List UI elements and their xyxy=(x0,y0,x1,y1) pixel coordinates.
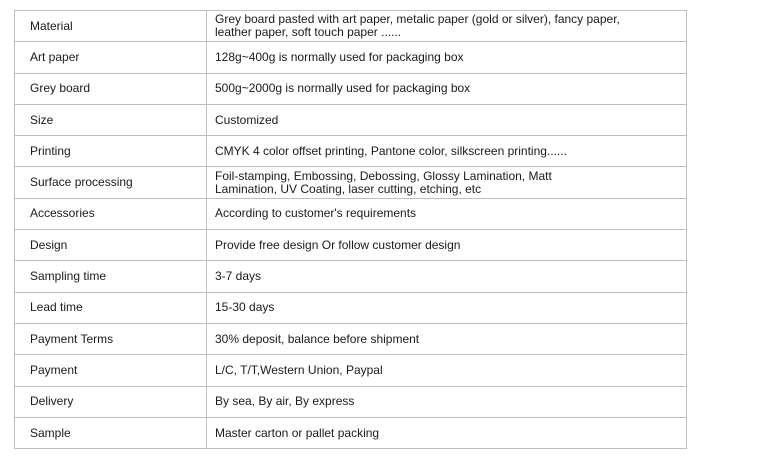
table-row xyxy=(15,261,687,292)
table-row xyxy=(15,323,687,354)
table-row xyxy=(15,355,687,386)
row-label: Lead time xyxy=(15,292,207,323)
row-label: Sample xyxy=(15,417,207,448)
table-row xyxy=(15,73,687,104)
row-value: 128g~400g is normally used for packaging box xyxy=(207,42,687,73)
row-value: CMYK 4 color offset printing, Pantone color, silkscreen printing...... xyxy=(207,136,687,167)
row-label: Size xyxy=(15,104,207,135)
row-value: L/C, T/T,Western Union, Paypal xyxy=(207,355,687,386)
table-row xyxy=(15,292,687,323)
row-label: Material xyxy=(15,11,207,42)
product-spec-table xyxy=(14,10,687,449)
row-value: 15-30 days xyxy=(207,292,687,323)
row-value: 30% deposit, balance before shipment xyxy=(207,323,687,354)
row-label: Delivery xyxy=(15,386,207,417)
table-row xyxy=(15,167,687,198)
row-label: Art paper xyxy=(15,42,207,73)
table-row xyxy=(15,104,687,135)
row-value: Foil-stamping, Embossing, Debossing, Glossy Lamination, Matt Lamination, UV Coating, laser cutting, etching, etc xyxy=(207,167,687,198)
table-row xyxy=(15,230,687,261)
row-label: Sampling time xyxy=(15,261,207,292)
table-row xyxy=(15,198,687,229)
row-value: Master carton or pallet packing xyxy=(207,417,687,448)
table-row xyxy=(15,417,687,448)
row-label: Surface processing xyxy=(15,167,207,198)
row-label: Printing xyxy=(15,136,207,167)
row-label: Accessories xyxy=(15,198,207,229)
row-label: Payment xyxy=(15,355,207,386)
row-value: Grey board pasted with art paper, metalic paper (gold or silver), fancy paper, leather paper, soft touch paper ...... xyxy=(207,11,687,42)
row-value: 500g~2000g is normally used for packaging box xyxy=(207,73,687,104)
table-row xyxy=(15,386,687,417)
row-label: Design xyxy=(15,230,207,261)
table-row xyxy=(15,42,687,73)
row-value: 3-7 days xyxy=(207,261,687,292)
table-row xyxy=(15,136,687,167)
table-row xyxy=(15,11,687,42)
row-value: By sea, By air, By express xyxy=(207,386,687,417)
row-value: Customized xyxy=(207,104,687,135)
row-label: Grey board xyxy=(15,73,207,104)
row-value: According to customer's requirements xyxy=(207,198,687,229)
row-value: Provide free design Or follow customer design xyxy=(207,230,687,261)
row-label: Payment Terms xyxy=(15,323,207,354)
